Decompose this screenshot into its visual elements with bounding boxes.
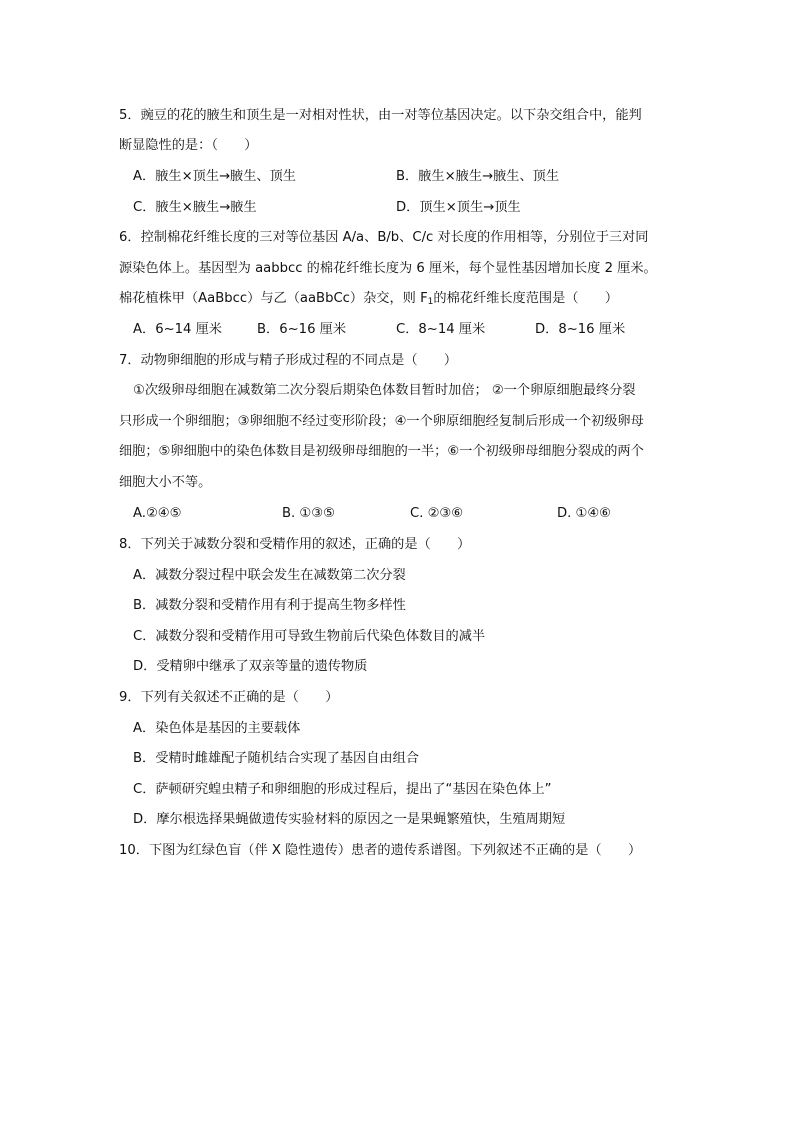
q9-option-d: D．摩尔根选择果蝇做遗传实验材料的原因之一是果蝇繁殖快，生殖周期短 — [133, 812, 566, 827]
q7-option-c: C. ②③⑥ — [410, 506, 464, 521]
q7-body-line3: 细胞；⑤卵细胞中的染色体数目是初级卵母细胞的一半；⑥一个初级卵母细胞分裂成的两个 — [119, 444, 644, 459]
q7-body-line4: 细胞大小不等。 — [119, 475, 212, 490]
q6-stem-line3-a: 棉花植株甲（AaBbcc）与乙（aaBbCc）杂交，则 F — [119, 291, 428, 306]
q5-option-d: D．顶生×顶生→顶生 — [396, 200, 521, 215]
q7-option-a: A.②④⑤ — [133, 506, 182, 521]
q8-option-a: A．减数分裂过程中联会发生在减数第二次分裂 — [133, 568, 406, 583]
q9-option-a: A．染色体是基因的主要载体 — [133, 721, 301, 736]
q6-option-c: C．8~14 厘米 — [396, 322, 486, 337]
q5-stem-line2: 断显隐性的是：（ ） — [119, 138, 258, 153]
q6-stem-line2: 源染色体上。基因型为 aabbcc 的棉花纤维长度为 6 厘米，每个显性基因增加长度 2 厘米。 — [119, 261, 657, 276]
q6-option-d: D．8~16 厘米 — [535, 322, 626, 337]
q5-stem-line1: 5．豌豆的花的腋生和顶生是一对相对性状，由一对等位基因决定。以下杂交组合中，能判 — [119, 108, 642, 123]
q9-option-c: C．萨顿研究蝗虫精子和卵细胞的形成过程后，提出了“基因在染色体上” — [133, 782, 552, 797]
q6-subscript: 1 — [427, 297, 434, 307]
q5-option-c: C．腋生×腋生→腋生 — [133, 200, 257, 215]
q8-option-d: D．受精卵中继承了双亲等量的遗传物质 — [133, 659, 368, 674]
q6-stem-line3 — [119, 289, 618, 312]
q6-option-a: A．6~14 厘米 — [133, 322, 222, 337]
q6-stem-line1: 6．控制棉花纤维长度的三对等位基因 A/a、B/b、C/c 对长度的作用相等，分别位于三对同 — [119, 230, 649, 245]
q8-option-c: C．减数分裂和受精作用可导致生物前后代染色体数目的减半 — [133, 629, 486, 644]
q5-option-a: A．腋生×顶生→腋生、顶生 — [133, 169, 296, 184]
q7-body-line2: 只形成一个卵细胞；③卵细胞不经过变形阶段；④一个卵原细胞经复制后形成一个初级卵母 — [119, 414, 644, 429]
q6-option-b: B．6~16 厘米 — [257, 322, 347, 337]
q7-stem: 7．动物卵细胞的形成与精子形成过程的不同点是（ ） — [119, 353, 458, 368]
q10-stem: 10．下图为红绿色盲（伴 X 隐性遗传）患者的遗传系谱图。下列叙述不正确的是（ ） — [119, 843, 642, 858]
q5-option-b: B．腋生×腋生→腋生、顶生 — [396, 169, 560, 184]
q7-option-b: B. ①③⑤ — [282, 506, 335, 521]
q9-option-b: B．受精时雌雄配子随机结合实现了基因自由组合 — [133, 751, 419, 766]
q8-stem: 8．下列关于减数分裂和受精作用的叙述，正确的是（ ） — [119, 537, 471, 552]
q6-stem-line3-b: 的棉花纤维长度范围是（ ） — [433, 291, 619, 306]
q9-stem: 9．下列有关叙述不正确的是（ ） — [119, 690, 339, 705]
q8-option-b: B．减数分裂和受精作用有利于提高生物多样性 — [133, 598, 406, 613]
q7-option-d: D. ①④⑥ — [557, 506, 612, 521]
q7-body-line1: ①次级卵母细胞在减数第二次分裂后期染色体数目暂时加倍； ②一个卵原细胞最终分裂 — [133, 383, 636, 398]
